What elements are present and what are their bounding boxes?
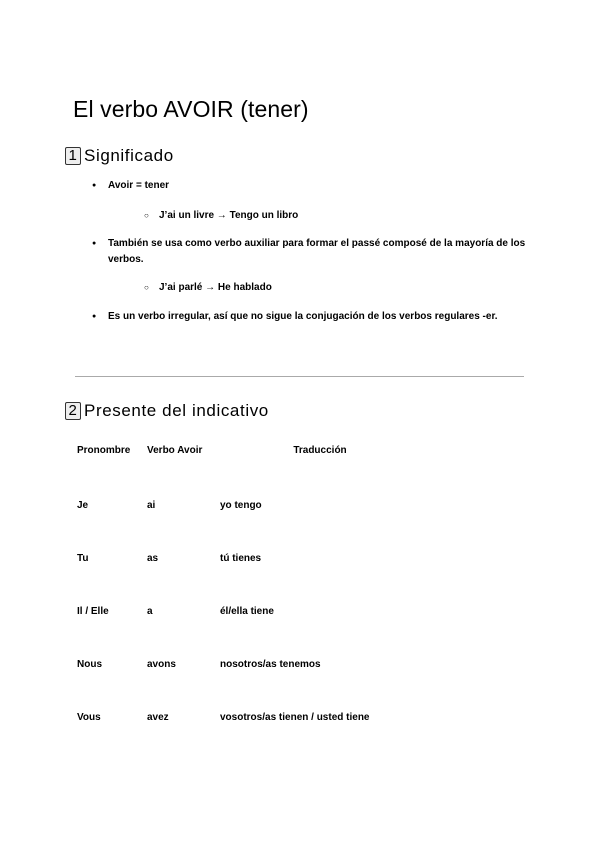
list-item [92,309,532,325]
number-two-icon: 2 [65,402,81,420]
bullet-text: Avoir = tener [108,180,170,191]
sub-list [108,280,532,296]
page-title: El verbo AVOIR (tener) [73,96,309,122]
header-pronombre: Pronombre [77,445,131,456]
cell-pronoun: Tu [77,553,89,564]
sub-list-item: ○ J’ai parlé → He hablado [108,280,532,296]
cell-verb: ai [147,500,156,511]
cell-pronoun: Il / Elle [77,606,109,617]
table-row [71,706,460,759]
list-item [92,236,532,296]
cell-translation: vosotros/as tienen / usted tiene [220,712,370,723]
table-row [71,653,460,706]
cell-translation: tú tienes [220,553,262,564]
section-heading-significado [65,146,174,166]
header-traduccion: Traducción [293,445,347,456]
section-divider [75,376,524,377]
section-heading-label: Presente del indicativo [84,401,269,420]
bullet-text: También se usa como verbo auxiliar para formar el passé composé de la mayoría de los verbos. [108,238,526,265]
cell-pronoun: Nous [77,659,102,670]
cell-pronoun: Vous [77,712,101,723]
cell-verb: avons [147,659,176,670]
cell-translation: yo tengo [220,500,262,511]
cell-verb: a [147,606,153,617]
sub-list [108,208,532,224]
bullet-text: Es un verbo irregular, así que no sigue la conjugación de los verbos regulares -er. [108,310,498,322]
section-heading-presente [65,401,269,421]
sub-list-item: ○ J’ai un livre → Tengo un libro [108,208,532,224]
meaning-list [92,178,532,324]
cell-verb: avez [147,712,169,723]
table-row [71,494,460,547]
section-heading-label: Significado [84,146,174,165]
cell-translation: nosotros/as tenemos [220,659,321,670]
header-verbo: Verbo Avoir [147,445,203,456]
table-header-row [71,440,460,494]
number-one-icon: 1 [65,147,81,165]
table-row [71,547,460,600]
cell-pronoun: Je [77,500,89,511]
conjugation-table [71,440,460,759]
table-row [71,600,460,653]
cell-translation: él/ella tiene [220,606,274,617]
list-item [92,178,532,223]
cell-verb: as [147,553,159,564]
